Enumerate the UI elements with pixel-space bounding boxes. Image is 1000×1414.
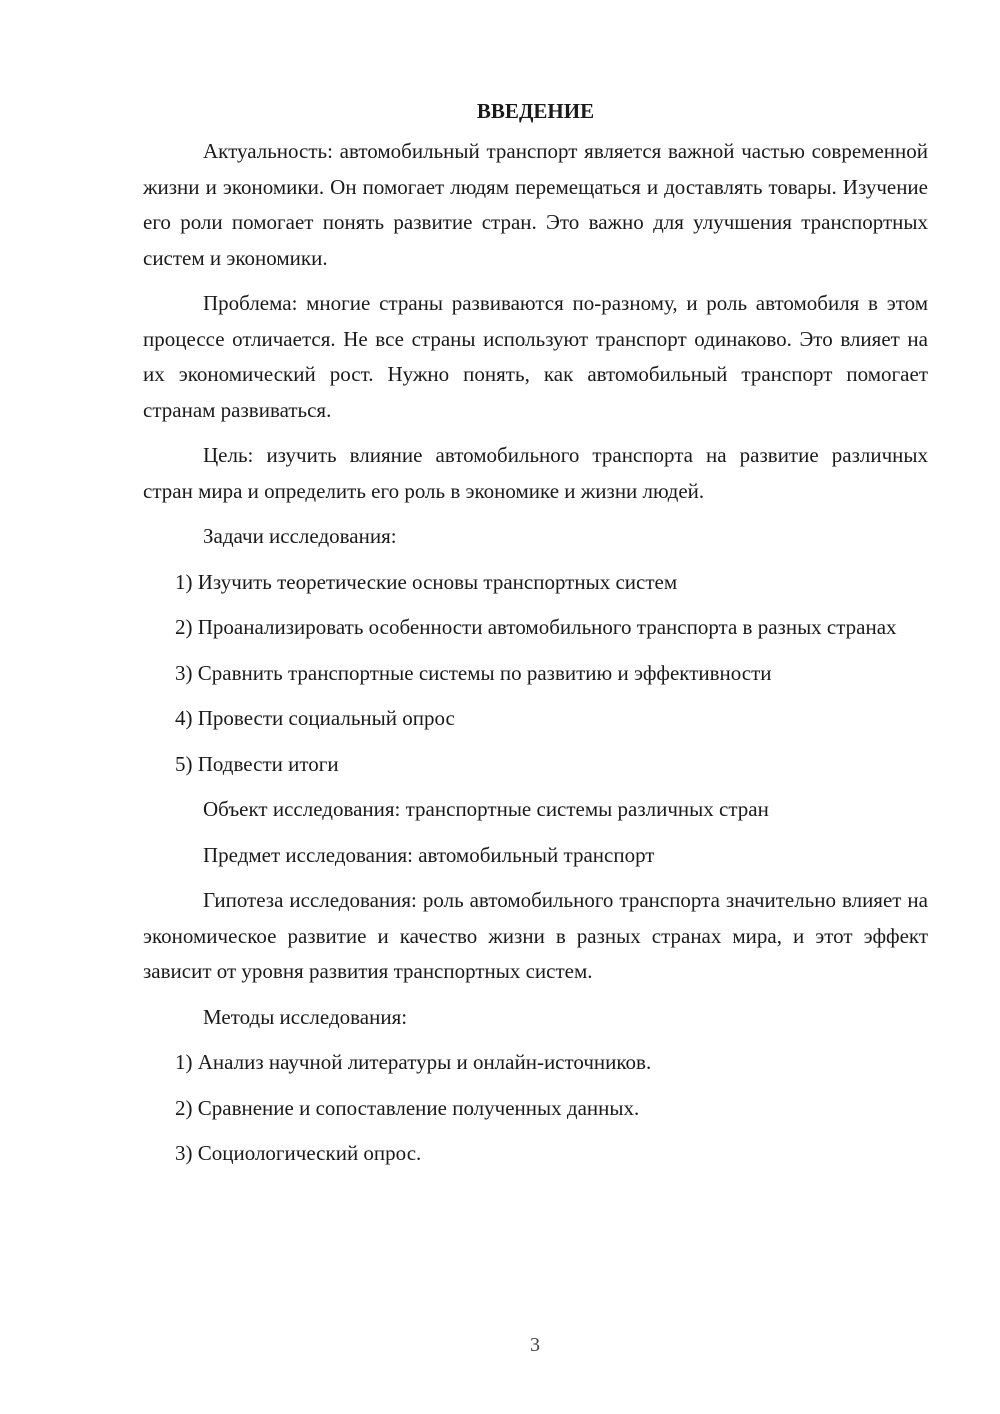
page-number: 3 bbox=[530, 1334, 540, 1356]
paragraph-goal: Цель: изучить влияние автомобильного транспорта на развитие различных стран мира и определить его роль в экономике и жизни людей. bbox=[143, 443, 928, 503]
task-item: 4) Провести социальный опрос bbox=[175, 706, 455, 730]
section-heading: ВВЕДЕНИЕ bbox=[476, 99, 595, 123]
paragraph-problem: Проблема: многие страны развиваются по-разному, и роль автомобиля в этом процессе отличается. Не все страны используют транспорт одинаково. Это влияет на их экономический рост. Нужно понять, как автомобильный транспорт помогает странам развиваться. bbox=[143, 291, 928, 422]
page-content bbox=[143, 94, 928, 1182]
task-item: 1) Изучить теоретические основы транспортных систем bbox=[175, 569, 678, 594]
task-item: 2) Проанализировать особенности автомобильного транспорта в разных странах bbox=[175, 615, 897, 639]
task-item: 3) Сравнить транспортные системы по развитию и эффективности bbox=[175, 660, 772, 685]
paragraph-hypothesis: Гипотеза исследования: роль автомобильного транспорта значительно влияет на экономическое развитие и качество жизни в разных странах мира, и этот эффект зависит от уровня развития транспортных систем. bbox=[143, 888, 928, 983]
tasks-title: Задачи исследования: bbox=[203, 524, 397, 548]
paragraph-relevance: Актуальность: автомобильный транспорт является важной частью современной жизни и экономики. Он помогает людям перемещаться и доставлять товары. Изучение его роли помогает понять развитие стран. Это важно для улучшения транспортных систем и экономики. bbox=[143, 139, 928, 270]
task-item: 5) Подвести итоги bbox=[175, 751, 339, 776]
methods-title: Методы исследования: bbox=[203, 1004, 408, 1029]
method-item: 1) Анализ научной литературы и онлайн-источников. bbox=[175, 1050, 652, 1074]
method-item: 2) Сравнение и сопоставление полученных данных. bbox=[175, 1095, 640, 1120]
method-item: 3) Социологический опрос. bbox=[175, 1141, 422, 1165]
paragraph-object: Объект исследования: транспортные системы различных стран bbox=[203, 797, 769, 821]
paragraph-subject: Предмет исследования: автомобильный транспорт bbox=[203, 842, 655, 867]
